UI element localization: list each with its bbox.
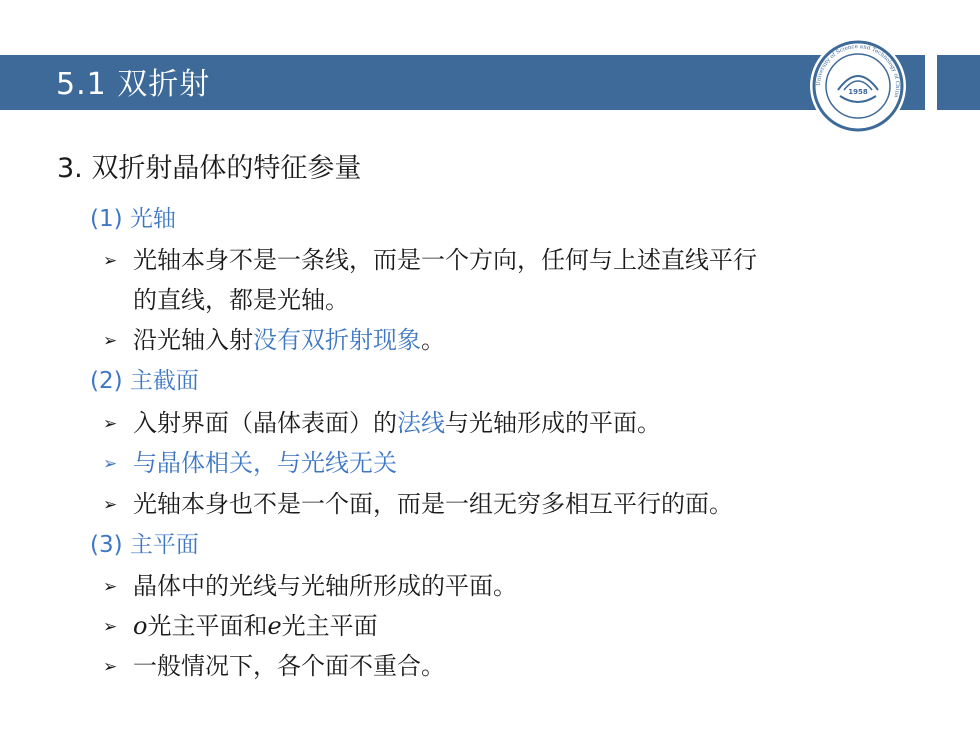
subheading-principal-plane: (3) 主平面 <box>90 532 199 558</box>
bullet-text-end: 。 <box>421 326 445 354</box>
bullet-crystal-related <box>103 443 397 478</box>
bullet-arrow-icon: ➢ <box>103 495 118 515</box>
bullet-text-end: 与光轴形成的平面。 <box>445 409 661 437</box>
bullet-arrow-icon: ➢ <box>103 331 118 351</box>
bullet-not-coincident <box>103 646 445 681</box>
logo-year: 1958 <box>848 88 868 96</box>
bullet-text: 与晶体相关，与光线无关 <box>133 449 397 477</box>
logo-ring-text: University of Science and Technology of China <box>815 43 901 98</box>
bullet-text: 入射界面（晶体表面）的 <box>133 409 397 437</box>
bullet-text: 一般情况下，各个面不重合。 <box>133 652 445 680</box>
slide-title: 5.1 双折射 <box>56 67 211 102</box>
bullet-o-e-planes <box>103 606 378 641</box>
bullet-principal-section-definition <box>103 403 661 438</box>
bullet-text: 光轴本身不是一条线，而是一个方向，任何与上述直线平行 <box>133 246 757 274</box>
bullet-arrow-icon: ➢ <box>103 617 118 637</box>
highlight-text: 没有双折射现象 <box>253 326 421 354</box>
bullet-no-birefringence <box>103 320 445 355</box>
o-ray-symbol: o <box>133 612 148 640</box>
e-ray-symbol: e <box>267 612 282 640</box>
bullet-arrow-icon: ➢ <box>103 657 118 677</box>
bullet-arrow-icon: ➢ <box>103 454 118 474</box>
section-heading: 3. 双折射晶体的特征参量 <box>57 153 362 184</box>
highlight-text: 法线 <box>397 409 445 437</box>
bullet-principal-plane-definition <box>103 566 517 601</box>
bullet-text: 沿光轴入射 <box>133 326 253 354</box>
bullet-optic-axis-continuation: 的直线，都是光轴。 <box>133 286 349 314</box>
bullet-text: 光主平面和 <box>147 612 268 640</box>
bullet-optic-axis-definition <box>103 240 757 275</box>
bullet-text-end: 光主平面 <box>281 612 378 640</box>
bullet-arrow-icon: ➢ <box>103 414 118 434</box>
subheading-principal-section: (2) 主截面 <box>90 368 199 394</box>
bullet-text: 光轴本身也不是一个面，而是一组无穷多相互平行的面。 <box>133 490 733 518</box>
bullet-parallel-planes <box>103 484 733 519</box>
bullet-text: 晶体中的光线与光轴所形成的平面。 <box>133 572 517 600</box>
subheading-optic-axis: (1) 光轴 <box>90 206 176 232</box>
bullet-arrow-icon: ➢ <box>103 251 118 271</box>
bullet-arrow-icon: ➢ <box>103 577 118 597</box>
